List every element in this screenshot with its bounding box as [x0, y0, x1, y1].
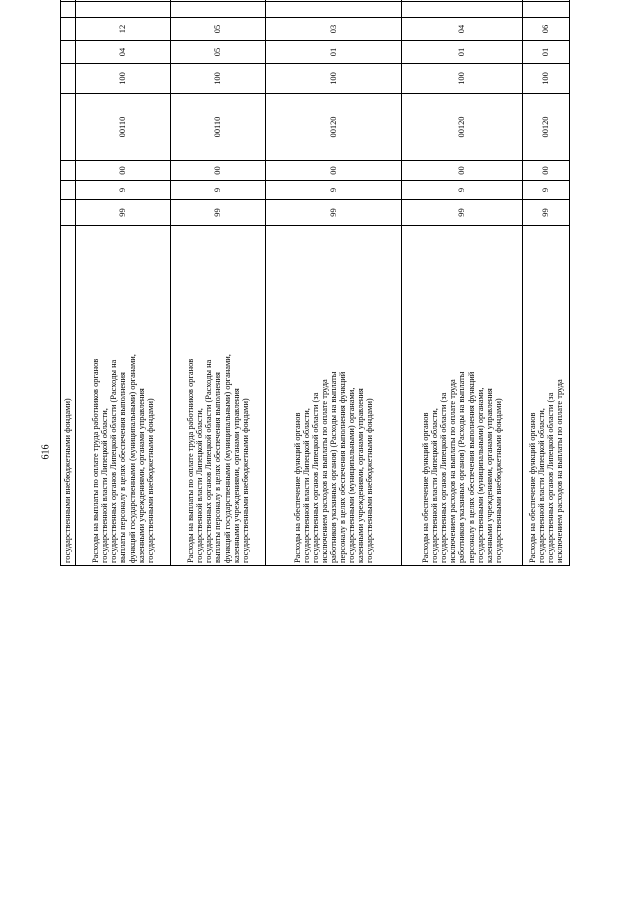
code-cell-4: 00120	[266, 94, 402, 161]
code-cell-8	[523, 2, 570, 18]
expense-name-cell: Расходы на выплаты по оплате труда работников органов государственной власти Липецкой области, государственных органов Липецкой области (Расходы на выплаты персоналу в целях обеспечения выполнения функций государственными (муниципальными) органами, казенными учреждениями, органами управления государственными внебюджетными фондами)	[76, 226, 171, 566]
code-cell-4	[61, 94, 76, 161]
code-cell-2: 9	[266, 181, 402, 200]
code-cell-1: 99	[523, 200, 570, 226]
code-cell-2	[61, 181, 76, 200]
code-cell-2: 9	[523, 181, 570, 200]
code-cell-7: 06	[523, 18, 570, 41]
amount-cell-1	[266, 0, 402, 2]
code-cell-6: 01	[402, 41, 523, 64]
code-cell-8	[402, 2, 523, 18]
code-cell-6: 01	[523, 41, 570, 64]
code-cell-3: 00	[76, 161, 171, 181]
code-cell-1: 99	[402, 200, 523, 226]
code-cell-8	[61, 2, 76, 18]
expense-name-cell: Расходы на выплаты по оплате труда работников органов государственной власти Липецкой области, государственных органов Липецкой области (Расходы на выплаты персоналу в целях обеспечения выполнения функций государственными (муниципальными) органами, казенными учреждениями, органами управления государственными внебюджетными фондами)	[171, 226, 266, 566]
code-cell-1: 99	[171, 200, 266, 226]
code-cell-3: 00	[171, 161, 266, 181]
code-cell-5: 100	[523, 64, 570, 94]
code-cell-1: 99	[76, 200, 171, 226]
code-cell-7	[61, 18, 76, 41]
rotated-table-wrapper	[60, 24, 640, 566]
code-cell-6: 05	[171, 41, 266, 64]
code-cell-6: 01	[266, 41, 402, 64]
expense-name-cell: Расходы на обеспечение функций органов государственной власти Липецкой области, государственных органов Липецкой области (за исключением расходов на выплаты по оплате труда	[523, 226, 570, 566]
code-cell-7: 03	[266, 18, 402, 41]
amount-cell-1	[61, 0, 76, 2]
budget-table	[60, 0, 570, 566]
code-cell-5: 100	[402, 64, 523, 94]
code-cell-4: 00110	[171, 94, 266, 161]
table-row	[76, 0, 171, 566]
code-cell-1: 99	[266, 200, 402, 226]
code-cell-3: 00	[266, 161, 402, 181]
amount-cell-1	[402, 0, 523, 2]
table-row	[61, 0, 76, 566]
code-cell-8	[266, 2, 402, 18]
expense-name-cell: государственными внебюджетными фондами)	[61, 226, 76, 566]
code-cell-5: 100	[266, 64, 402, 94]
code-cell-4: 00110	[76, 94, 171, 161]
amount-cell-1	[523, 0, 570, 2]
code-cell-7: 12	[76, 18, 171, 41]
code-cell-3	[61, 161, 76, 181]
code-cell-4: 00120	[523, 94, 570, 161]
code-cell-7: 04	[402, 18, 523, 41]
expense-name-cell: Расходы на обеспечение функций органов государственной власти Липецкой области, государственных органов Липецкой области (за исключением расходов на выплаты по оплате труда работников указанных органов) (Расходы на выплаты персоналу в целях обеспечения выполнения функций государственными (муниципальными) органами, казенными учреждениями, органами управления государственными внебюджетными фондами)	[266, 226, 402, 566]
code-cell-7: 05	[171, 18, 266, 41]
code-cell-8	[171, 2, 266, 18]
code-cell-6: 04	[76, 41, 171, 64]
code-cell-8	[76, 2, 171, 18]
page-number-text: 616	[40, 444, 52, 460]
code-cell-5: 100	[76, 64, 171, 94]
amount-cell-1	[171, 0, 266, 2]
code-cell-5: 100	[171, 64, 266, 94]
code-cell-6	[61, 41, 76, 64]
table-row	[266, 0, 402, 566]
code-cell-3: 00	[402, 161, 523, 181]
amount-cell-1	[76, 0, 171, 2]
code-cell-2: 9	[76, 181, 171, 200]
expense-name-cell: Расходы на обеспечение функций органов государственной власти Липецкой области, государственных органов Липецкой области (за исключением расходов на выплаты по оплате труда работников указанных органов) (Расходы на выплаты персоналу в целях обеспечения выполнения функций государственными (муниципальными) органами, казенными учреждениями, органами управления государственными внебюджетными фондами)	[402, 226, 523, 566]
code-cell-3: 00	[523, 161, 570, 181]
table-row	[171, 0, 266, 566]
code-cell-5	[61, 64, 76, 94]
code-cell-1	[61, 200, 76, 226]
code-cell-4: 00120	[402, 94, 523, 161]
code-cell-2: 9	[171, 181, 266, 200]
table-row	[523, 0, 570, 566]
table-row	[402, 0, 523, 566]
code-cell-2: 9	[402, 181, 523, 200]
